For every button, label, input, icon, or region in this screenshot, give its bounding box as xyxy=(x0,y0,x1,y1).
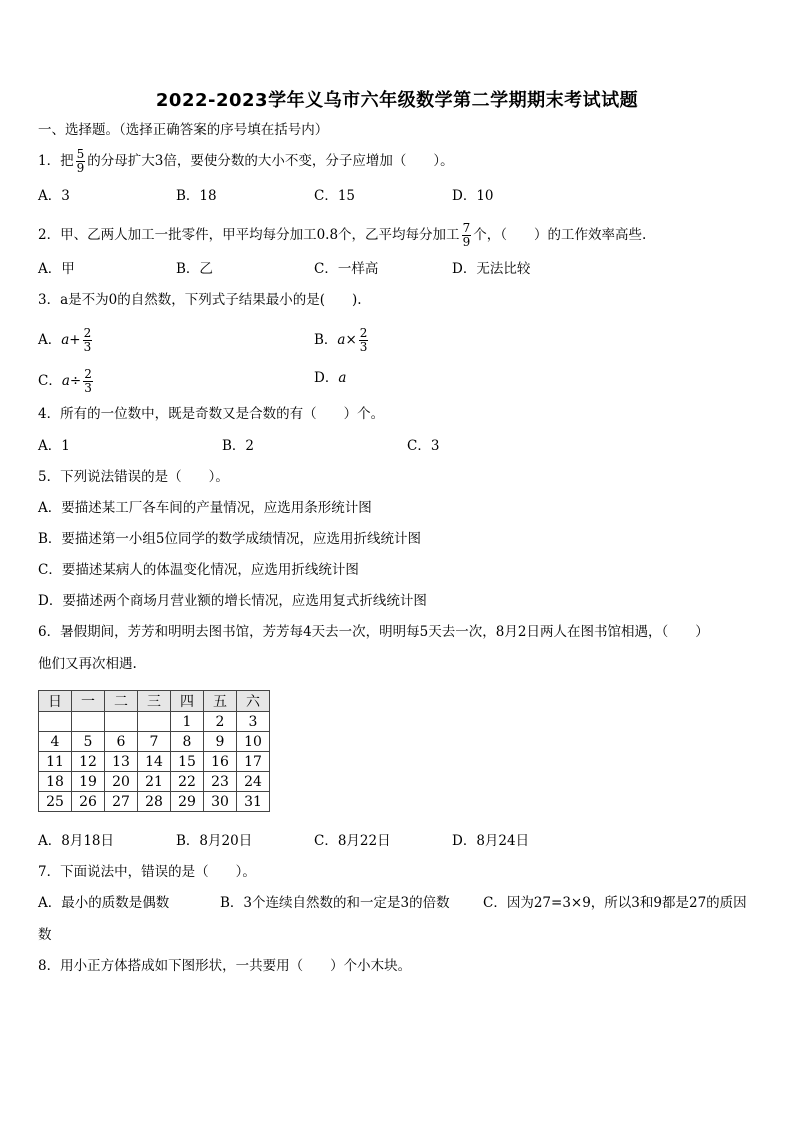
calendar-cell: 5 xyxy=(72,732,105,752)
q6-option-b[interactable]: B．8月20日 xyxy=(176,833,253,849)
question-1-post: 的分母扩大3倍，要使分数的大小不变，分子应增加（ ）。 xyxy=(87,153,454,169)
calendar-cell xyxy=(105,712,138,732)
calendar-cell: 27 xyxy=(105,792,138,812)
question-6-cont: 他们又再次相遇. xyxy=(38,656,137,672)
question-1-pre: 1．把 xyxy=(38,153,74,169)
q2-option-c[interactable]: C．一样高 xyxy=(314,261,379,277)
calendar-cell: 31 xyxy=(237,792,270,812)
calendar-cell xyxy=(72,712,105,732)
calendar-row xyxy=(39,712,270,732)
calendar-cell: 20 xyxy=(105,772,138,792)
calendar-cell: 17 xyxy=(237,752,270,772)
calendar-cell: 12 xyxy=(72,752,105,772)
calendar-cell: 9 xyxy=(204,732,237,752)
question-2 xyxy=(38,222,646,249)
calendar-cell: 11 xyxy=(39,752,72,772)
q6-option-a[interactable]: A．8月18日 xyxy=(38,833,115,849)
question-2-post: 个，（ ）的工作效率高些. xyxy=(473,227,647,243)
fraction: $\frac{5}{9}$ xyxy=(76,147,85,175)
calendar-cell: 18 xyxy=(39,772,72,792)
page-title: 2022-2023学年义乌市六年级数学第二学期期末考试试题 xyxy=(155,90,639,111)
calendar-row xyxy=(39,792,270,812)
q1-option-a[interactable]: A．3 xyxy=(38,188,70,204)
calendar-cell: 15 xyxy=(171,752,204,772)
q7-option-b[interactable]: B．3个连续自然数的和一定是3的倍数 xyxy=(220,895,450,911)
calendar-cell: 16 xyxy=(204,752,237,772)
calendar-cell: 10 xyxy=(237,732,270,752)
calendar-header-row xyxy=(39,691,270,712)
question-7: 7．下面说法中，错误的是（ ）。 xyxy=(38,864,256,880)
calendar-cell: 4 xyxy=(39,732,72,752)
calendar-cell: 26 xyxy=(72,792,105,812)
calendar-cell: 8 xyxy=(171,732,204,752)
question-4: 4．所有的一位数中，既是奇数又是合数的有（ ）个。 xyxy=(38,406,385,422)
calendar-cell: 23 xyxy=(204,772,237,792)
calendar-cell: 25 xyxy=(39,792,72,812)
calendar-header-cell: 五 xyxy=(204,691,237,712)
q3-option-d[interactable]: D．a xyxy=(314,370,347,386)
q2-option-b[interactable]: B．乙 xyxy=(176,261,213,277)
q1-option-c[interactable]: C．15 xyxy=(314,188,356,204)
calendar-cell: 29 xyxy=(171,792,204,812)
section-heading: 一、选择题。（选择正确答案的序号填在括号内） xyxy=(38,122,329,138)
q6-option-c[interactable]: C．8月22日 xyxy=(314,833,391,849)
calendar-cell: 19 xyxy=(72,772,105,792)
q2-option-a[interactable]: A．甲 xyxy=(38,261,75,277)
q3-option-c[interactable]: C．a÷ $\frac{2}{3}$ xyxy=(38,367,92,395)
calendar-cell: 13 xyxy=(105,752,138,772)
fraction: $\frac{7}{9}$ xyxy=(462,221,471,249)
calendar-header-cell: 二 xyxy=(105,691,138,712)
calendar-cell: 1 xyxy=(171,712,204,732)
calendar-cell: 14 xyxy=(138,752,171,772)
q7-option-a[interactable]: A．最小的质数是偶数 xyxy=(38,895,170,911)
calendar-cell: 2 xyxy=(204,712,237,732)
q4-option-c[interactable]: C．3 xyxy=(407,438,440,454)
q4-option-b[interactable]: B．2 xyxy=(222,438,255,454)
calendar-cell: 6 xyxy=(105,732,138,752)
q5-option-c[interactable]: C．要描述某病人的体温变化情况，应选用折线统计图 xyxy=(38,562,359,578)
question-5: 5．下列说法错误的是（ ）。 xyxy=(38,469,229,485)
calendar-cell: 3 xyxy=(237,712,270,732)
question-3: 3．a是不为0的自然数，下列式子结果最小的是( ). xyxy=(38,292,362,308)
calendar-cell: 24 xyxy=(237,772,270,792)
q1-option-d[interactable]: D．10 xyxy=(452,188,494,204)
calendar-cell: 28 xyxy=(138,792,171,812)
calendar-header-cell: 六 xyxy=(237,691,270,712)
calendar-row xyxy=(39,772,270,792)
calendar-row xyxy=(39,752,270,772)
question-8: 8．用小正方体搭成如下图形状，一共要用（ ）个小木块。 xyxy=(38,958,412,974)
calendar-cell: 30 xyxy=(204,792,237,812)
q3-option-b[interactable]: B．a× $\frac{2}{3}$ xyxy=(314,326,368,354)
q5-option-b[interactable]: B．要描述第一小组5位同学的数学成绩情况，应选用折线统计图 xyxy=(38,531,422,547)
question-2-pre: 2．甲、乙两人加工一批零件，甲平均每分加工0.8个，乙平均每分加工 xyxy=(38,227,460,243)
q5-option-d[interactable]: D．要描述两个商场月营业额的增长情况，应选用复式折线统计图 xyxy=(38,593,427,609)
q6-option-d[interactable]: D．8月24日 xyxy=(452,833,530,849)
calendar-header-cell: 一 xyxy=(72,691,105,712)
question-6: 6．暑假期间，芳芳和明明去图书馆，芳芳每4天去一次，明明每5天去一次，8月2日两人在图书馆相遇，（ ） xyxy=(38,624,709,640)
calendar-row xyxy=(39,732,270,752)
q5-option-a[interactable]: A．要描述某工厂各车间的产量情况，应选用条形统计图 xyxy=(38,500,372,516)
q7-option-c[interactable]: C．因为27=3×9，所以3和9都是27的质因 xyxy=(483,895,747,911)
question-1 xyxy=(38,148,454,175)
q3-option-a[interactable]: A．a+ $\frac{2}{3}$ xyxy=(38,326,92,354)
calendar-cell xyxy=(138,712,171,732)
q1-option-b[interactable]: B．18 xyxy=(176,188,217,204)
calendar-header-cell: 三 xyxy=(138,691,171,712)
calendar-table xyxy=(38,690,270,812)
calendar-cell xyxy=(39,712,72,732)
calendar-cell: 22 xyxy=(171,772,204,792)
q2-option-d[interactable]: D．无法比较 xyxy=(452,261,531,277)
calendar-header-cell: 四 xyxy=(171,691,204,712)
calendar-cell: 21 xyxy=(138,772,171,792)
calendar-cell: 7 xyxy=(138,732,171,752)
q4-option-a[interactable]: A．1 xyxy=(38,438,70,454)
q7-option-c-cont: 数 xyxy=(38,927,52,943)
calendar-header-cell: 日 xyxy=(39,691,72,712)
